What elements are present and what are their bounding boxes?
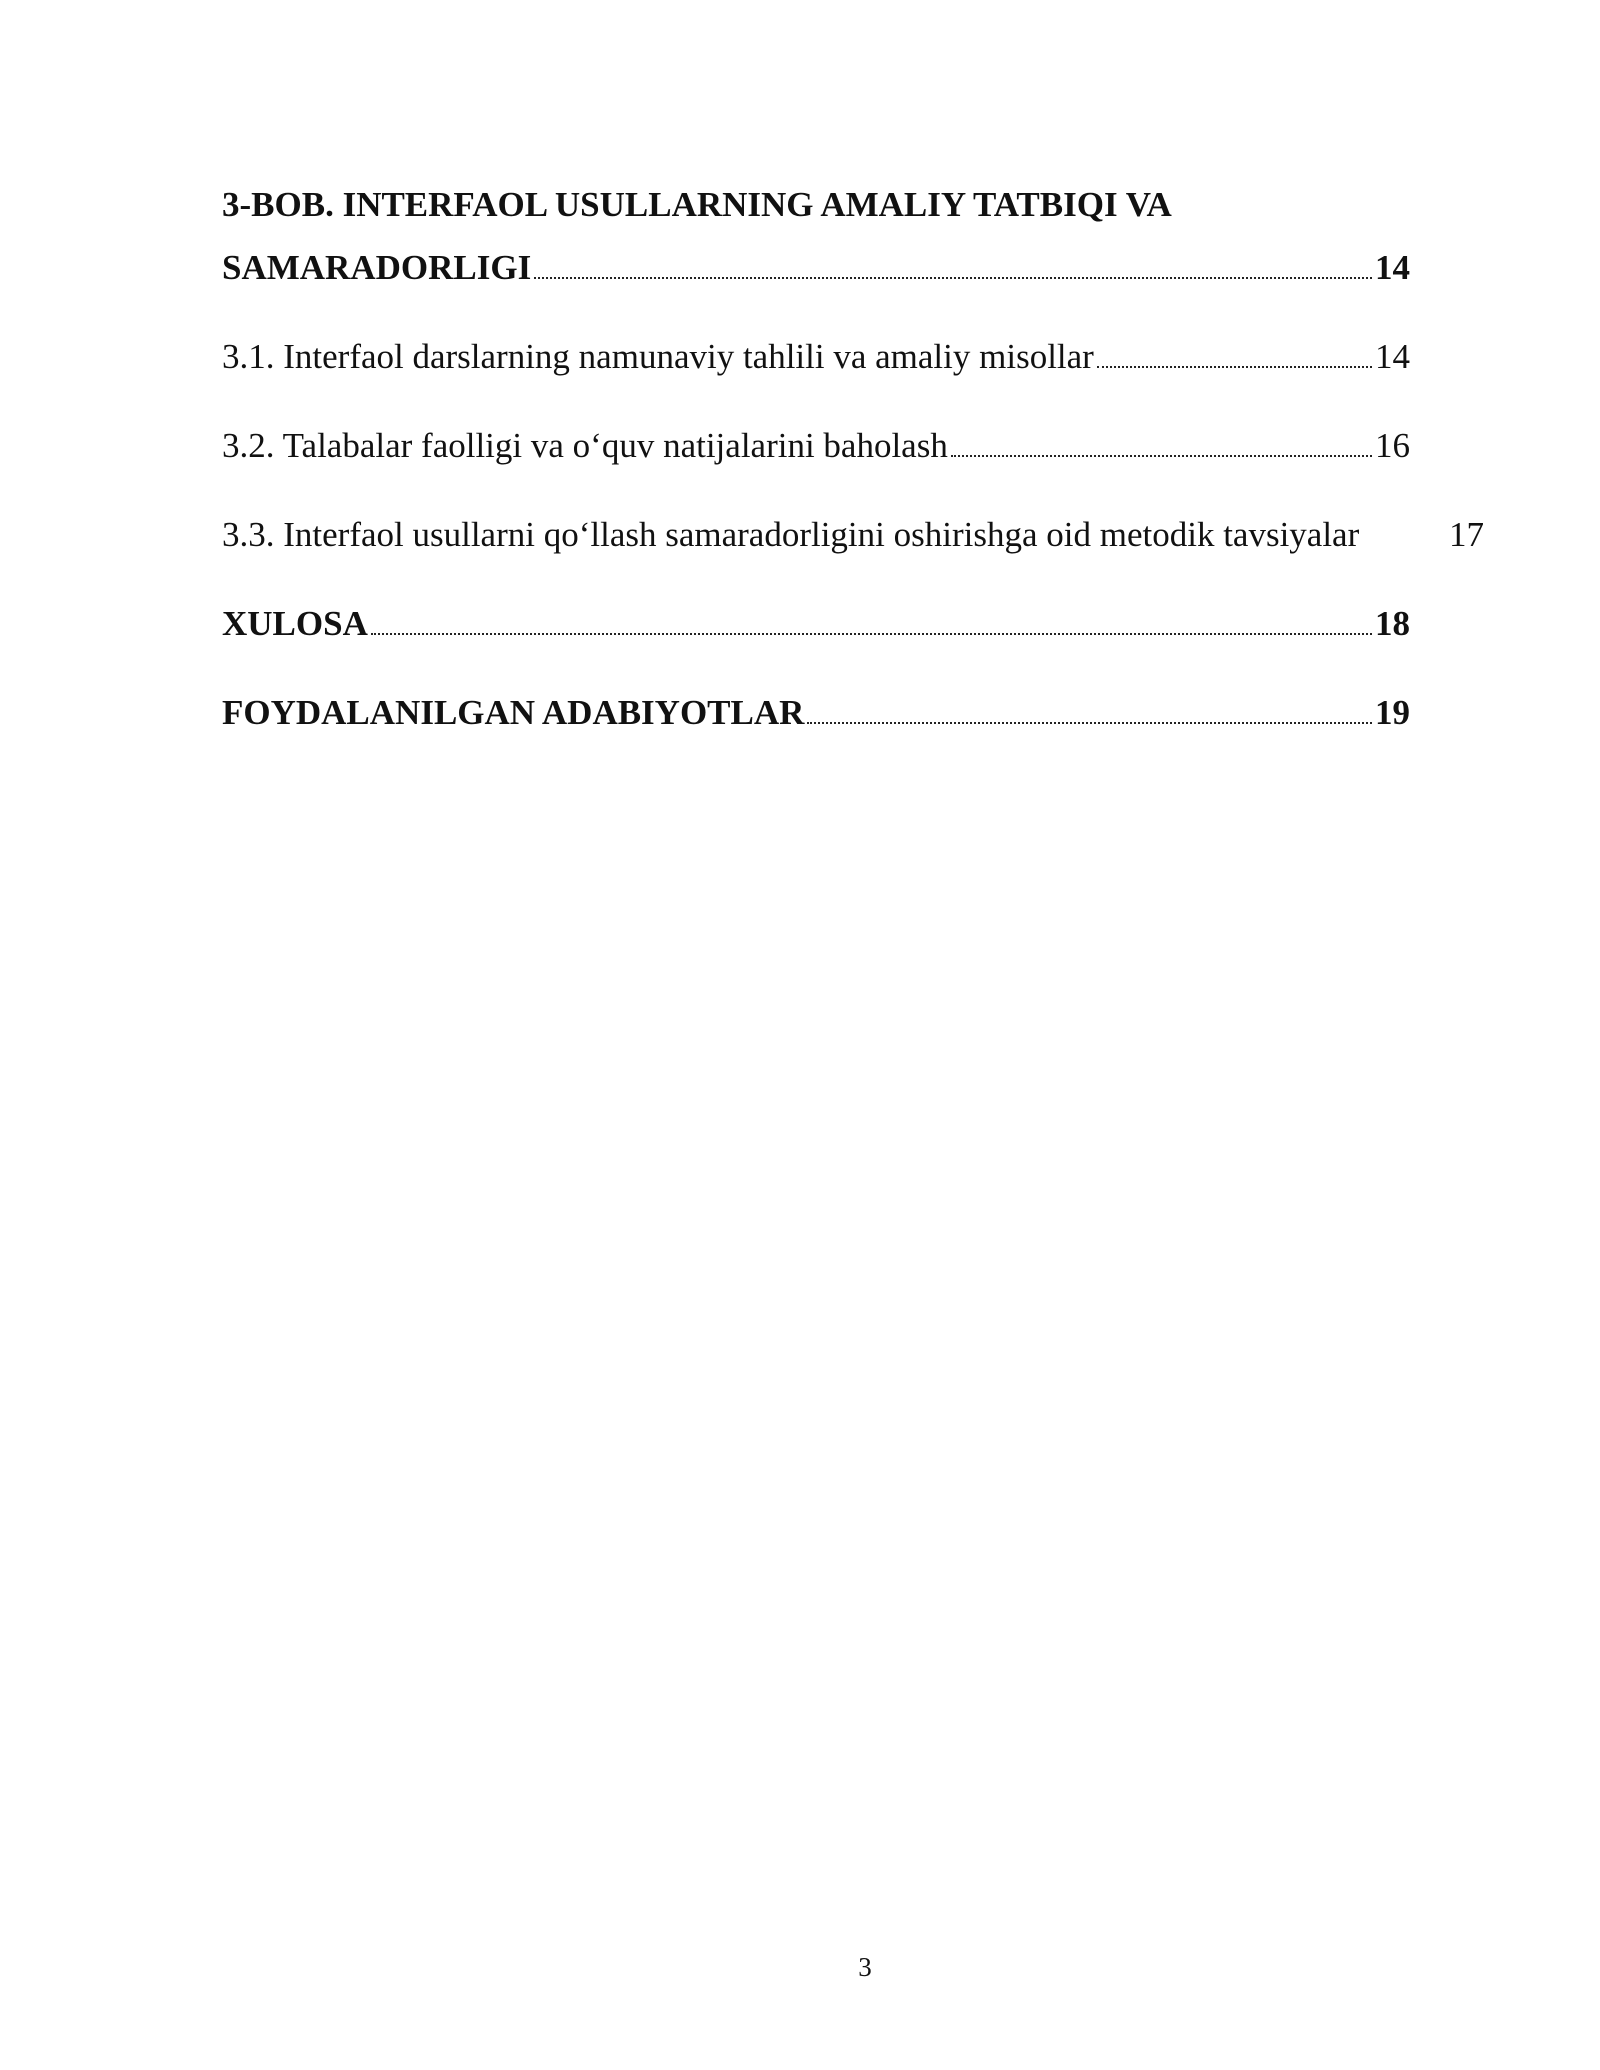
dot-leader xyxy=(807,722,1372,724)
dot-leader xyxy=(1097,366,1372,368)
toc-page-number: 18 xyxy=(1375,604,1410,643)
toc-entry-3-3[interactable] xyxy=(222,515,1484,555)
toc-chapter3-title-line2: SAMARADORLIGI xyxy=(222,248,532,287)
dot-leader xyxy=(951,455,1372,457)
toc-page-number: 17 xyxy=(1449,515,1484,554)
toc-entry-label: 3.1. Interfaol darslarning namunaviy tahlili va amaliy misollar xyxy=(222,337,1094,376)
toc-page-number: 16 xyxy=(1375,426,1410,465)
dot-leader xyxy=(534,277,1372,279)
toc-entry-references[interactable] xyxy=(222,693,1410,733)
table-of-contents xyxy=(222,185,1484,733)
toc-entry-label: 3.2. Talabalar faolligi va o‘quv natijalarini baholash xyxy=(222,426,948,465)
toc-entry-3-1[interactable] xyxy=(222,337,1410,377)
toc-entry-label: XULOSA xyxy=(222,604,368,643)
toc-entry-conclusion[interactable] xyxy=(222,604,1410,644)
toc-entry-label: FOYDALANILGAN ADABIYOTLAR xyxy=(222,693,805,732)
toc-chapter3-title-line1: 3-BOB. INTERFAOL USULLARNING AMALIY TATBIQI VA xyxy=(222,185,1172,224)
dot-leader xyxy=(371,633,1372,635)
toc-page-number: 14 xyxy=(1375,248,1410,287)
toc-entry-3-2[interactable] xyxy=(222,426,1410,466)
toc-page-number: 19 xyxy=(1375,693,1410,732)
toc-page-number: 14 xyxy=(1375,337,1410,376)
page-number-footer: 3 xyxy=(858,1952,872,1982)
toc-entry-label: 3.3. Interfaol usullarni qo‘llash samaradorligini oshirishga oid metodik tavsiyalar xyxy=(222,515,1360,554)
toc-entry-chapter3[interactable] xyxy=(222,248,1410,288)
